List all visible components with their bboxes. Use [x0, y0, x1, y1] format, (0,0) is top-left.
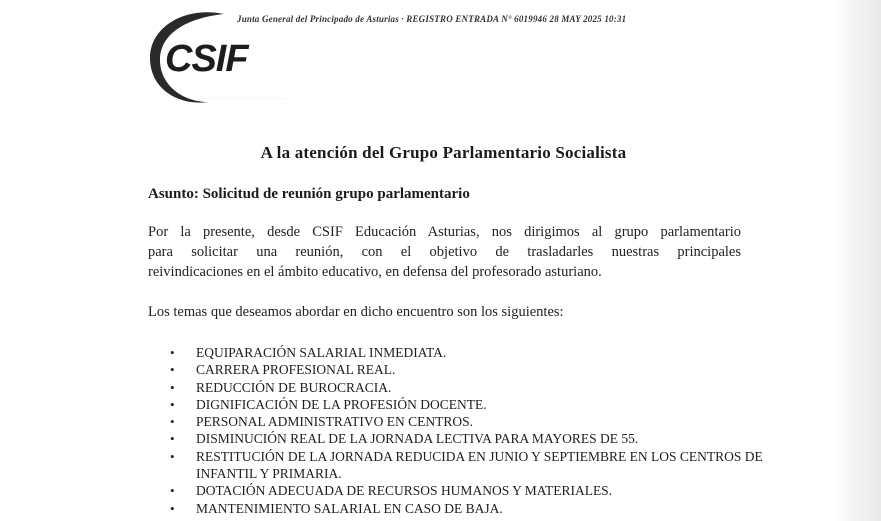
- list-item: • CARRERA PROFESIONAL REAL.: [170, 361, 770, 378]
- topics-list: [170, 344, 770, 517]
- body-paragraph: [148, 222, 741, 282]
- page-title: A la atención del Grupo Parlamentario Socialista: [260, 143, 627, 162]
- paragraph-line: reivindicaciones en el ámbito educativo, en defensa del profesorado asturiano.: [148, 264, 602, 280]
- list-item: • DISMINUCIÓN REAL DE LA JORNADA LECTIVA PARA MAYORES DE 55.: [170, 430, 770, 447]
- list-item: • RESTITUCIÓN DE LA JORNADA REDUCIDA EN JUNIO Y SEPTIEMBRE EN LOS CENTROS DE INFANTIL Y PRIMARIA.: [170, 448, 770, 483]
- faded-watermark: [196, 98, 286, 141]
- paragraph-line: para solicitar una reunión, con el objetivo de trasladarles nuestras principales: [148, 244, 741, 260]
- list-item: • MANTENIMIENTO SALARIAL EN CASO DE BAJA.: [170, 500, 770, 517]
- logo-wordmark: CSIF: [165, 38, 248, 80]
- subject-line: Asunto: Solicitud de reunión grupo parlamentario: [148, 186, 470, 202]
- registry-stamp: Junta General del Principado de Asturias · REGISTRO ENTRADA N° 6019946 28 MAY 2025 10:31: [237, 14, 627, 24]
- page-edge-shadow: [835, 0, 881, 521]
- list-item: • REDUCCIÓN DE BUROCRACIA.: [170, 379, 770, 396]
- paragraph-line: Por la presente, desde CSIF Educación Asturias, nos dirigimos al grupo parlamentario: [148, 224, 741, 240]
- topics-intro: Los temas que deseamos abordar en dicho encuentro son los siguientes:: [148, 304, 564, 320]
- list-item: • PERSONAL ADMINISTRATIVO EN CENTROS.: [170, 413, 770, 430]
- list-item: • DOTACIÓN ADECUADA DE RECURSOS HUMANOS Y MATERIALES.: [170, 482, 770, 499]
- list-item: • DIGNIFICACIÓN DE LA PROFESIÓN DOCENTE.: [170, 396, 770, 413]
- list-item: • EQUIPARACIÓN SALARIAL INMEDIATA.: [170, 344, 770, 361]
